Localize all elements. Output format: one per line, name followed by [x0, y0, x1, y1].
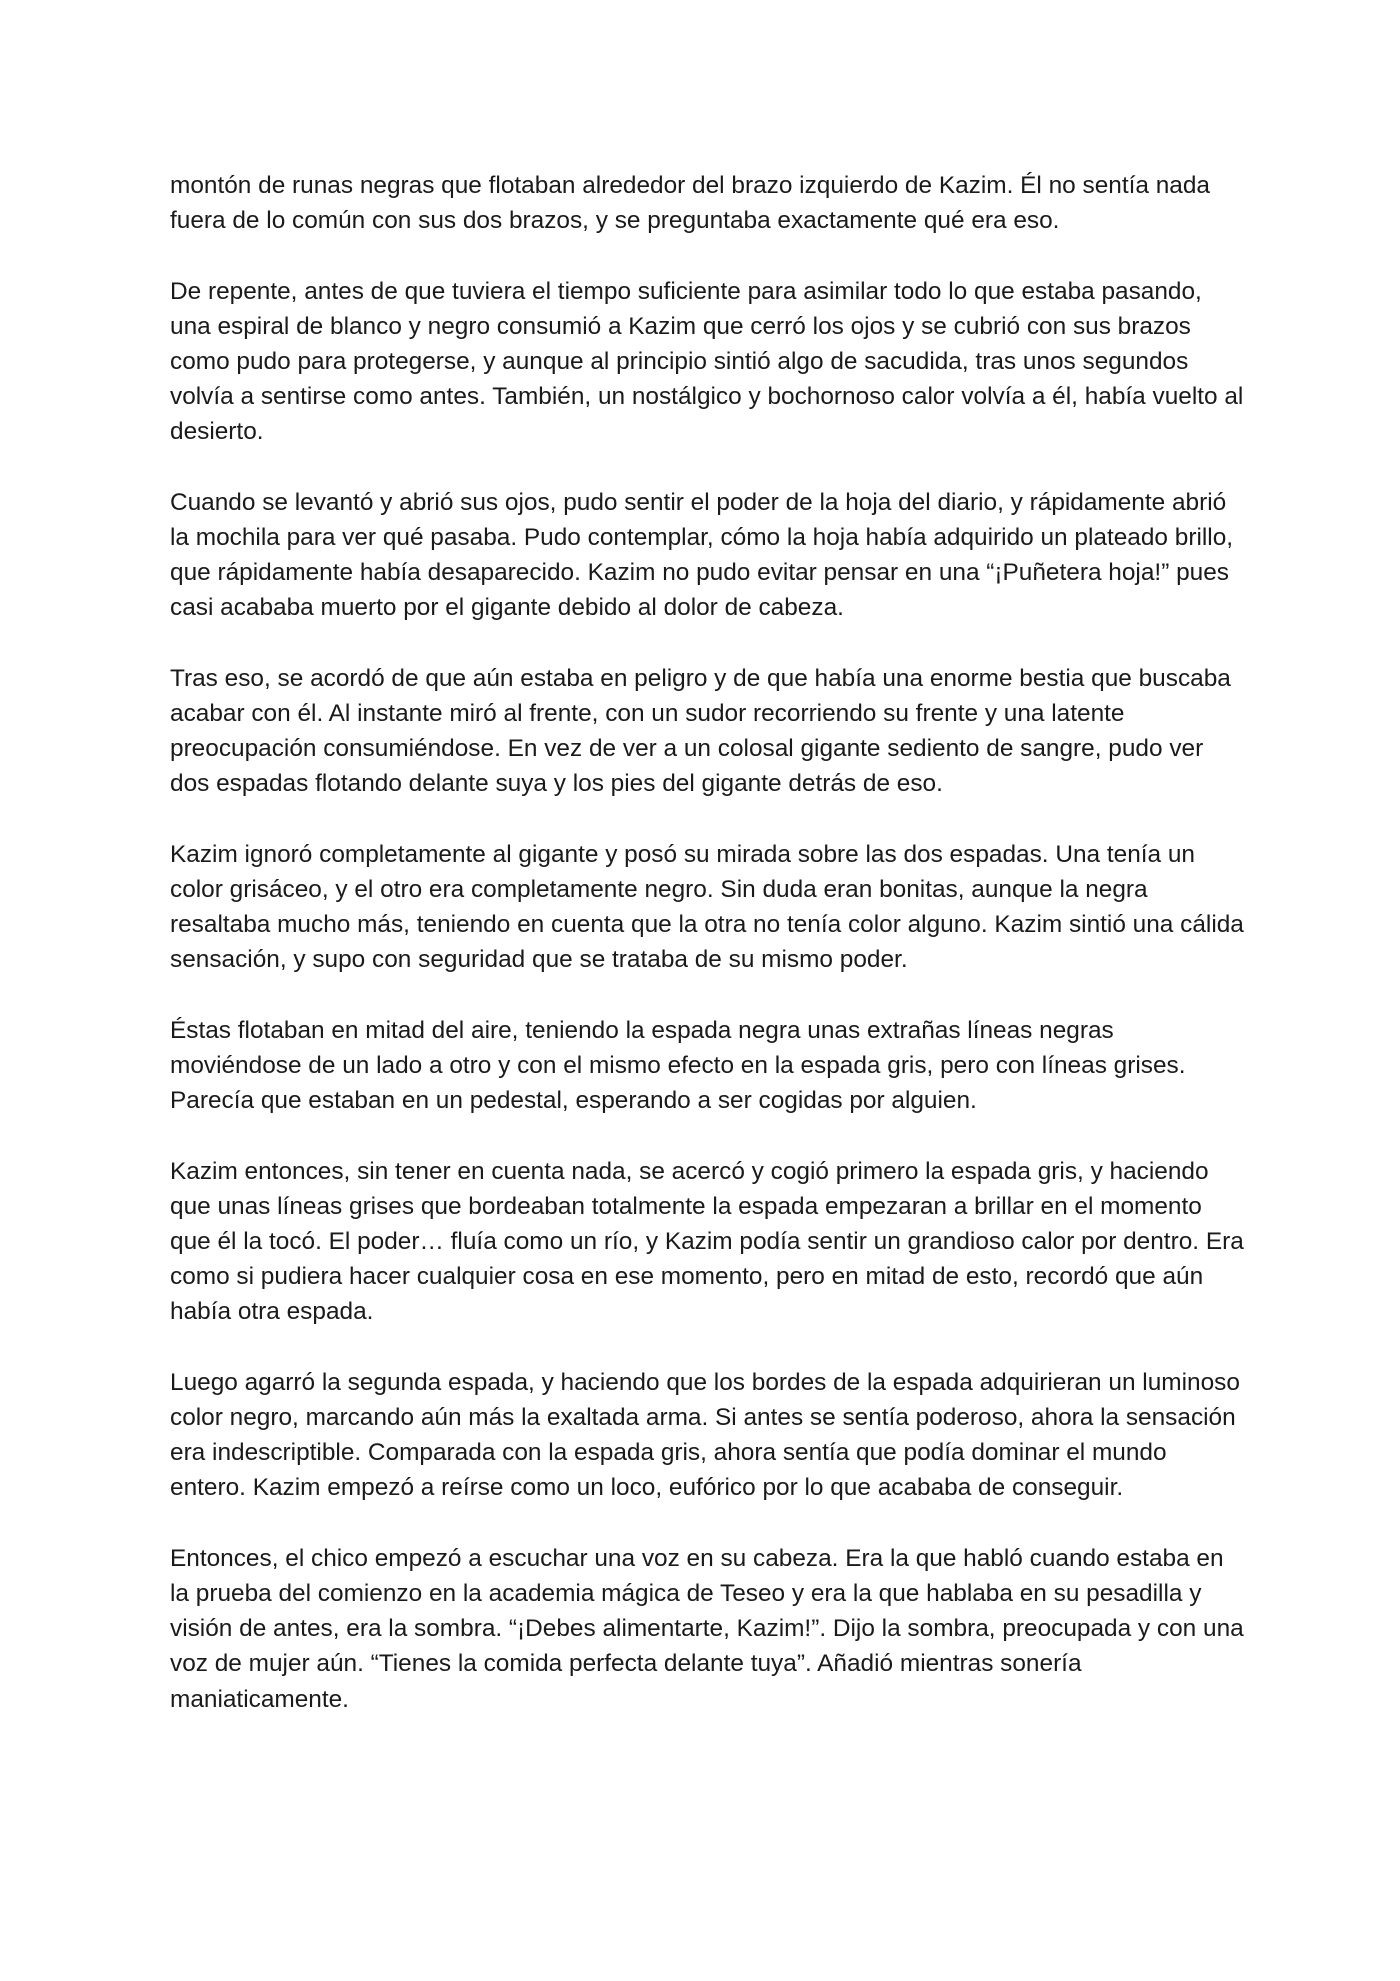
paragraph: Tras eso, se acordó de que aún estaba en peligro y de que había una enorme bestia que buscaba acabar con él. Al instante miró al frente, con un sudor recorriendo su frente y una latente preocupación consumiéndose. En vez de ver a un colosal gigante sediento de sangre, pudo ver dos espadas flotando delante suya y los pies del gigante detrás de eso.	[170, 664, 1231, 798]
paragraph: Entonces, el chico empezó a escuchar una voz en su cabeza. Era la que habló cuando estaba en la prueba del comienzo en la academia mágica de Teseo y era la que hablaba en su pesadilla y visión de antes, era la sombra. “¡Debes alimentarte, Kazim!”. Dijo la sombra, preocupada y con una voz de mujer aún. “Tienes la comida perfecta delante tuya”. Añadió mientras sonería maniaticamente.	[170, 1544, 1244, 1713]
paragraph: Éstas flotaban en mitad del aire, teniendo la espada negra unas extrañas líneas negras moviéndose de un lado a otro y con el mismo efecto en la espada gris, pero con líneas grises. Parecía que estaban en un pedestal, esperando a ser cogidas por alguien.	[170, 1016, 1186, 1115]
paragraph: Kazim ignoró completamente al gigante y posó su mirada sobre las dos espadas. Una tenía un color grisáceo, y el otro era completamente negro. Sin duda eran bonitas, aunque la negra resaltaba mucho más, teniendo en cuenta que la otra no tenía color alguno. Kazim sintió una cálida sensación, y supo con seguridad que se trataba de su mismo poder.	[170, 840, 1244, 974]
paragraph: Kazim entonces, sin tener en cuenta nada, se acercó y cogió primero la espada gris, y haciendo que unas líneas grises que bordeaban totalmente la espada empezaran a brillar en el momento que él la tocó. El poder… fluía como un río, y Kazim podía sentir un grandioso calor por dentro. Era como si pudiera hacer cualquier cosa en ese momento, pero en mitad de esto, recordó que aún había otra espada.	[170, 1157, 1244, 1326]
paragraph: Cuando se levantó y abrió sus ojos, pudo sentir el poder de la hoja del diario, y rápidamente abrió la mochila para ver qué pasaba. Pudo contemplar, cómo la hoja había adquirido un plateado brillo, que rápidamente había desaparecido. Kazim no pudo evitar pensar en una “¡Puñetera hoja!” pues casi acababa muerto por el gigante debido al dolor de cabeza.	[170, 488, 1234, 622]
paragraph: De repente, antes de que tuviera el tiempo suficiente para asimilar todo lo que estaba pasando, una espiral de blanco y negro consumió a Kazim que cerró los ojos y se cubrió con sus brazos como pudo para protegerse, y aunque al principio sintió algo de sacudida, tras unos segundos volvía a sentirse como antes. También, un nostálgico y bochornoso calor volvía a él, había vuelto al desierto.	[170, 277, 1244, 446]
paragraph: montón de runas negras que flotaban alrededor del brazo izquierdo de Kazim. Él no sentía nada fuera de lo común con sus dos brazos, y se preguntaba exactamente qué era eso.	[170, 172, 1210, 235]
document-body	[170, 168, 1245, 1717]
paragraph: Luego agarró la segunda espada, y haciendo que los bordes de la espada adquirieran un luminoso color negro, marcando aún más la exaltada arma. Si antes se sentía poderoso, ahora la sensación era indescriptible. Comparada con la espada gris, ahora sentía que podía dominar el mundo entero. Kazim empezó a reírse como un loco, eufórico por lo que acababa de conseguir.	[170, 1368, 1240, 1502]
